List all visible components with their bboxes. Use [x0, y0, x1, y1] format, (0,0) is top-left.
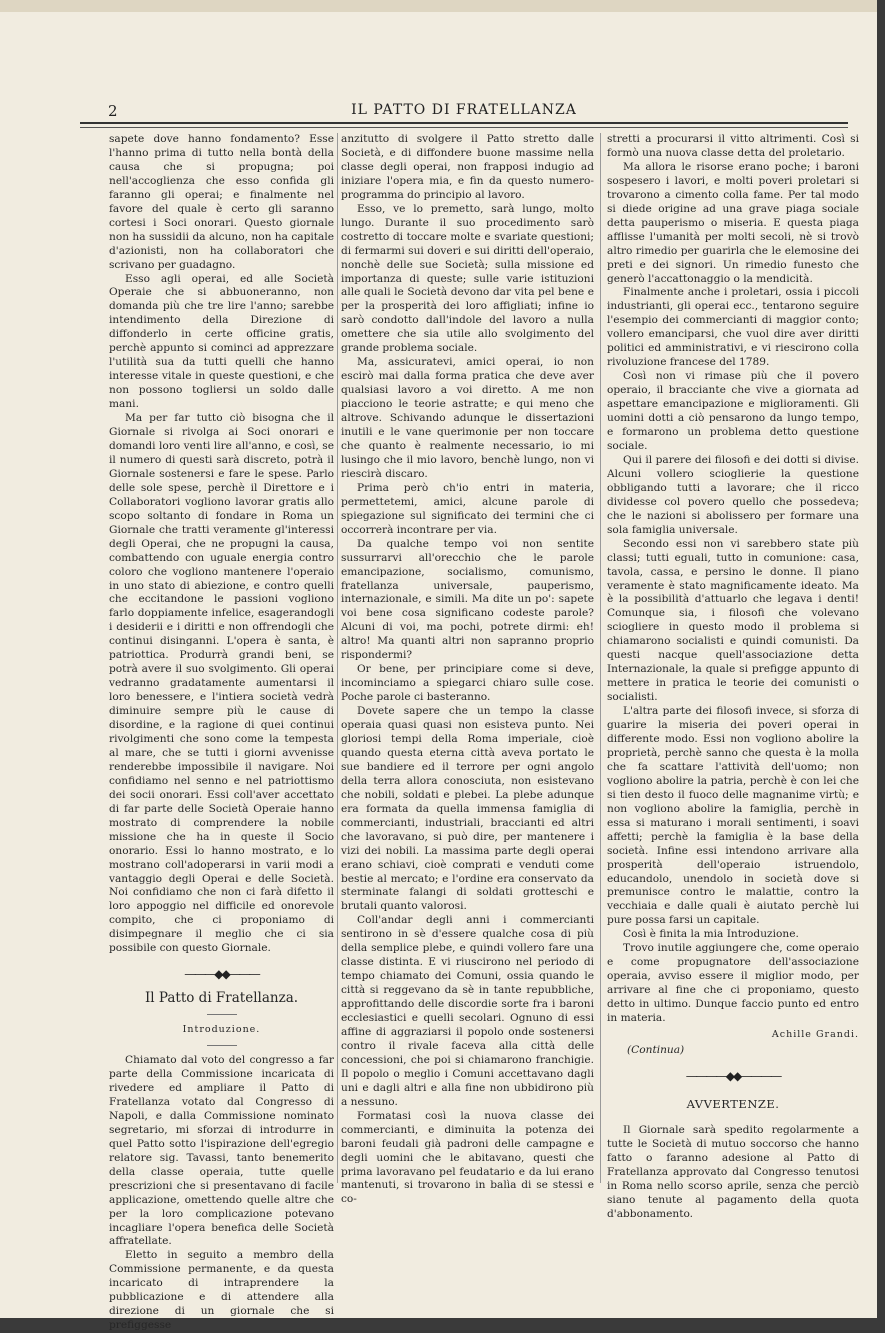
notice-title: AVVERTENZE.	[686, 1096, 780, 1111]
paragraph: Prima però ch'io entri in materia, permettetemi, amici, alcune parole di spiegazione sul significato dei termini che ci occorrerà incontrare per via.	[341, 481, 594, 536]
header-rule-thin	[80, 127, 848, 128]
column-3	[607, 133, 859, 1220]
paragraph: Da qualche tempo voi non sentite sussurrarvi all'orecchio che le parole emancipazione, socialismo, comunismo, fratellanza universale, pauperismo, internazionale, e simili. Ma dite un po': sapete voi bene cosa significano codeste parole? Alcuni di voi, ma pochi, potrete dirmi: eh! altro! Ma quanti altri non sapranno proprio rispondermi?	[341, 537, 594, 662]
paragraph: Finalmente anche i proletari, ossia i piccoli industrianti, gli operai ecc., tentarono seguire l'esempio dei commercianti di maggior conto; vollero emanciparsi, che vuol dire aver diritti politici ed amministrativi, e vi riescirono colla rivoluzione francese del 1789.	[607, 286, 859, 369]
paragraph: Esso agli operai, ed alle Società Operaie che si abbuoneranno, non domanda più che tre lire l'anno; sarebbe intendimento della Direzione di diffonderlo in certe officine gratis, perchè appunto si cominci ad apprezzare l'utilità sua da tutti quelli che hanno interesse vitale in queste questioni, e che non possono togliersi un soldo dalle mani.	[109, 272, 334, 411]
column-divider	[600, 133, 601, 1183]
paragraph: Formatasi così la nuova classe dei commercianti, e diminuita la potenza dei baroni feudali già padroni delle campagne e degli uomini che le abitavano, questi che prima lavoravano pel feudatario e da lui erano mantenuti, si trovarono in balìa di se stessi e co-	[341, 1109, 594, 1206]
page-header	[80, 98, 848, 122]
ornament-divider: ———◆◆———	[184, 967, 259, 982]
column-1	[109, 133, 334, 1332]
running-title: IL PATTO DI FRATELLANZA	[351, 102, 577, 118]
short-rule	[207, 1045, 237, 1046]
paragraph: stretti a procurarsi il vitto altrimenti. Così si formò una nuova classe detta del proletario.	[607, 133, 859, 159]
paragraph: Trovo inutile aggiungere che, come operaio e come propugnatore dell'associazione operaia, avviso essere il miglior modo, per arrivare al fine che ci proponiamo, questo detto in ultimo. Dunque faccio punto ed entro in materia.	[607, 942, 859, 1025]
paragraph: Or bene, per principiare come si deve, incominciamo a spiegarci chiaro sulle cose. Poche parole ci basteranno.	[341, 663, 594, 704]
ornament-divider: ————◆◆————	[685, 1068, 781, 1083]
paragraph: Coll'andar degli anni i commercianti sentirono in sè d'essere qualche cosa di più della semplice plebe, e quindi vollero fare una classe distinta. E vi riuscirono nel periodo di tempo chiamato dei Comuni, ossia quando le città si reggevano da sè in tante repubbliche, approfittando delle discordie sorte fra i baroni ecclesiastici e quelli secolari. Ognuno di essi affine di aggraziarsi il popolo onde sostenersi contro il rivale faceva alla città delle concessioni, che poi si chiamarono franchigie. Il popolo o meglio i Comuni accettavano dagli uni e dagli altri e alla fine non ubbidirono più a nessuno.	[341, 914, 594, 1108]
paragraph: sapete dove hanno fondamento? Esse l'hanno prima di tutto nella bontà della causa che si propugna; poi nell'accoglienza che esso confida gli faranno gli operai; e finalmente nel favore del quale è certo gli saranno cortesi i Soci onorari. Questo giornale non ha sussidii da alcuno, non ha capitale d'azionisti, non ha collaboratori che scrivano per guadagno.	[109, 133, 334, 271]
paragraph: Qui il parere dei filosofi e dei dotti si divise. Alcuni vollero scioglierie la questione obbligando tutti a lavorare; che il ricco dividesse col povero quello che possedeva; che le nazioni si abolissero per formare una sola famiglia universale.	[607, 453, 859, 536]
paragraph: Ma per far tutto ciò bisogna che il Giornale si rivolga ai Soci onorari e domandi loro venti lire all'anno, e così, se il numero di questi sarà discreto, potrà il Giornale sostenersi e fare le spese. Parlo delle sole spese, perchè il Direttore e i Collaboratori vogliono lavorar gratis allo scopo soltanto di fondare in Roma un Giornale che tratti veramente gl'interessi degli Operai, che ne propugni la causa, combattendo con uguale energia contro coloro che vogliono mantenere l'operaio in uno stato di abiezione, e contro quelli che eccitandone le passioni vogliono farlo doppiamente infelice, esagerandogli i desiderii e i diritti e non offrendogli che continui disinganni. L'opera è santa, è patriottica. Produrrà grandi beni, se potrà avere il suo svolgimento. Gli operai vedranno gradatamente aumentarsi il loro benessere, e l'intiera società vedrà diminuire sempre più le cause di disordine, e la ragione di quei continui rivolgimenti che sono come la tempesta al mare, che se tutti i giorni avvenisse renderebbe impossibile il navigare. Noi confidiamo nel senno e nel patriottismo dei socii onorari. Essi coll'aver accettato di far parte delle Società Operaie hanno mostrato di comprendere la nobile missione che ha in queste il Socio onorario. Essi lo hanno mostrato, e lo mostrano coll'adoperarsi in varii modi a vantaggio degli Operai e delle Società. Noi confidiamo che non ci farà difetto il loro appoggio nel difficile ed onorevole compito, che ci proponiamo di disimpegnare il meglio che ci sia possibile con questo Giornale.	[109, 412, 334, 955]
paragraph: anzitutto di svolgere il Patto stretto dalle Società, e di diffondere buone massime nella classe degli operai, non frapposi indugio ad iniziare l'opera mia, e fin da questo numero-programma do principio al lavoro.	[341, 133, 594, 201]
paragraph: Così non vi rimase più che il povero operaio, il bracciante che vive a giornata ad aspettare emancipazione e miglioramenti. Gli uomini dotti a ciò pensarono da lungo tempo, e formarono un problema detto questione sociale.	[607, 370, 859, 452]
paragraph: Così è finita la mia Introduzione.	[623, 928, 799, 941]
paragraph: Chiamato dal voto del congresso a far parte della Commissione incaricata di rivedere ed ampliare il Patto di Fratellanza votato dal Congresso di Napoli, e dalla Commissione nominato segretario, mi sforzai di introdurre in quel Patto sotto l'ispirazione dell'egregio relatore sig. Tavassi, tanto benemerito della classe operaia, tutte quelle prescrizioni che si presentavano di facile applicazione, omettendo quelle altre che per la loro complicazione potevano incagliare l'opera benefica delle Società affratellate.	[109, 1054, 334, 1248]
author-signature: Achille Grandi.	[771, 1029, 859, 1040]
notice-text: Il Giornale sarà spedito regolarmente a tutte le Società di mutuo soccorso che hanno fatto o faranno adesione al Patto di Fratellanza approvato dal Congresso tenutosi in Roma nello scorso aprile, senza che perciò siano tenute al pagamento della quota d'abbonamento.	[607, 1123, 859, 1220]
page-number: 2	[108, 102, 118, 120]
paragraph: Ma allora le risorse erano poche; i baroni sospesero i lavori, e molti poveri proletari si trovarono a cimento colla fame. Per tal modo si diede origine ad una grave piaga sociale detta pauperismo o miseria. E questa piaga afflisse l'umanità per molti secoli, nè si trovò altro rimedio per guarirla che le elemosine dei preti e dei signori. Un rimedio funesto che generò l'accattonaggio o la mendicità.	[607, 160, 859, 285]
column-divider	[337, 133, 338, 1183]
paragraph: Eletto in seguito a membro della Commissione permanente, e da questa incaricato di intraprendere la pubblicazione e di attendere alla direzione di un giornale che si prefiggesse	[109, 1249, 334, 1332]
paragraph: Ma, assicuratevi, amici operai, io non escirò mai dalla forma pratica che deve aver qualsiasi lavoro a voi diretto. A me non piacciono le teorie astratte; e qui meno che altrove. Schivando adunque le dissertazioni inutili e le vane querimonie per non toccare che quanto è realmente necessario, io mi lusingo che il mio lavoro, benchè lungo, non vi riescirà discaro.	[341, 356, 594, 480]
page-top-band	[0, 0, 877, 12]
paragraph: L'altra parte dei filosofi invece, si sforza di guarire la miseria dei poveri operai in differente modo. Essi non vogliono abolire la proprietà, perchè sanno che questa è la molla che fa scattare l'attività dell'uomo; non vogliono abolire la patria, perchè è con lei che si tien desto il fuoco delle magnanime virtù; e non vogliono abolire la famiglia, perchè in essa si maturano i morali sentimenti, i soavi affetti; perchè la famiglia è la base della società. Infine essi intendono arrivare alla prosperità dell'operaio istruendolo, educandolo, unendolo in società dove si premunisce contro le malattie, contro la vecchiaia e dalle quali è aiutato perchè lui pure possa farsi un capitale.	[607, 705, 859, 927]
paragraph: Secondo essi non vi sarebbero state più classi; tutti eguali, tutto in comunione: casa, tavola, cassa, e persino le donne. Il piano veramente è stato magnificamente ideato. Ma è la possibilità d'attuarlo che legava i denti! Comunque sia, i filosofi che volevano sciogliere in questo modo il problema si chiamarono socialisti e quindi comunisti. Da questi nacque quell'associazione detta Internazionale, la quale si prefigge appunto di mettere in pratica le teorie dei comunisti o socialisti.	[607, 537, 859, 704]
section-title: Il Patto di Fratellanza.	[144, 990, 299, 1007]
section-subtitle: Introduzione.	[182, 1024, 261, 1036]
paragraph: Esso, ve lo premetto, sarà lungo, molto lungo. Durante il suo procedimento sarò costretto di toccare molte e svariate questioni; di fermarmi sui doveri e sui diritti dell'operaio, nonchè delle sue Società; sulla missione ed importanza di queste; sulle varie istituzioni alle quali le Società devono dar vita pel bene e per la prosperità dei loro affigliati; infine io sarò condotto dall'indole del lavoro a nulla omettere che sia utile allo svolgimento del grande problema sociale.	[341, 202, 594, 355]
short-rule	[207, 1014, 237, 1015]
column-2	[341, 133, 594, 1206]
header-rule	[80, 122, 848, 124]
continued-note: (Continua)	[627, 1043, 685, 1056]
paragraph: Dovete sapere che un tempo la classe operaia quasi quasi non esisteva punto. Nei gloriosi tempi della Roma imperiale, cioè quando questa eterna città aveva portato le sue bandiere ed il terrore per ogni angolo della terra allora conosciuta, non esistevano che nobili, soldati e plebei. La plebe adunque era formata da quella immensa famiglia di commercianti, industriali, braccianti ed altri che lavoravano, si può dire, per mantenere i vizi dei nobili. La massima parte degli operai erano schiavi, cioè comprati e venduti come bestie al mercato; e l'ordine era conservato da sterminate falangi di soldati grotteschi e brutali quanto valorosi.	[341, 705, 594, 913]
